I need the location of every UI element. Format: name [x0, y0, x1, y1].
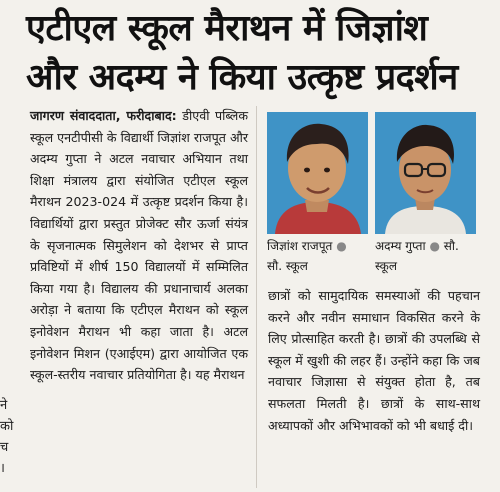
fragment-word: च — [0, 440, 9, 455]
caption-name: जिज्ञांश राजपूत — [267, 239, 333, 253]
article-text-right: छात्रों को सामुदायिक समस्याओं की पहचान करने और नवीन समाधान विकसित करने के लिए प्रोत्साहित करती है। छात्रों की उपलब्धि से स्कूल में खुशी की लहर हैं। उन्होंने कहा कि जब नवाचार जिज्ञासा से संयुक्त होता है, तब सफलता मिलती है। छात्रों के साथ-साथ अध्यापकों और अभिभावकों को भी बधाई दी। — [268, 288, 480, 433]
caption-credit: सौ. स्कूल — [375, 239, 459, 273]
headline-line-2: और अदम्य ने किया उत्कृष्ट प्रदर्शन — [26, 57, 458, 98]
student-portrait-glasses-icon — [375, 112, 476, 234]
student-photo-1 — [267, 112, 368, 234]
fragment-word: । — [0, 461, 5, 476]
photo-caption-1 — [267, 236, 371, 276]
separator-dot-icon: ● — [429, 239, 440, 253]
article-column-left — [30, 105, 248, 490]
headline-line-1: एटीएल स्कूल मैराथन में जिज्ञांश — [26, 8, 428, 49]
caption-name: अदम्य गुप्ता — [375, 239, 426, 253]
adjacent-column-fragment — [0, 395, 14, 479]
fragment-word: को — [0, 419, 14, 434]
caption-credit: सौ. स्कूल — [267, 259, 308, 273]
student-portrait-icon — [267, 112, 368, 234]
headline — [26, 4, 492, 102]
column-divider — [256, 106, 257, 488]
separator-dot-icon: ● — [336, 239, 347, 253]
photo-caption-2 — [375, 236, 479, 276]
dateline: जागरण संवाददाता, फरीदाबाद: — [30, 108, 177, 123]
student-photo-2 — [375, 112, 476, 234]
article-column-right — [268, 285, 480, 490]
article-text-left: डीएवी पब्लिक स्कूल एनटीपीसी के विद्यार्थी जिज्ञांश राजपूत और अदम्य गुप्ता ने अटल नवाचार अभियान तथा शिक्षा मंत्रालय द्वारा संयोजित एटीएल स्कूल मैराथन 2023-024 में उत्कृष्ट प्रदर्शन किया है। विद्यार्थियों द्वारा प्रस्तुत प्रोजेक्ट सौर ऊर्जा संयंत्र के सृजनात्मक सिमुलेशन को देशभर से प्राप्त प्रविष्टियों में शीर्ष 150 विद्यालयों में सम्मिलित किया गया है। विद्यालय की प्रधानाचार्य अलका अरोड़ा ने बताया कि एटीएल मैराथन को स्कूल इनोवेशन मैराथन भी कहा जाता है। अटल इनोवेशन मिशन (एआईएम) द्वारा आयोजित एक स्कूल-स्तरीय नवाचार प्रतियोगिता है। यह मैराथन — [30, 108, 248, 383]
fragment-word: ने — [0, 398, 8, 413]
